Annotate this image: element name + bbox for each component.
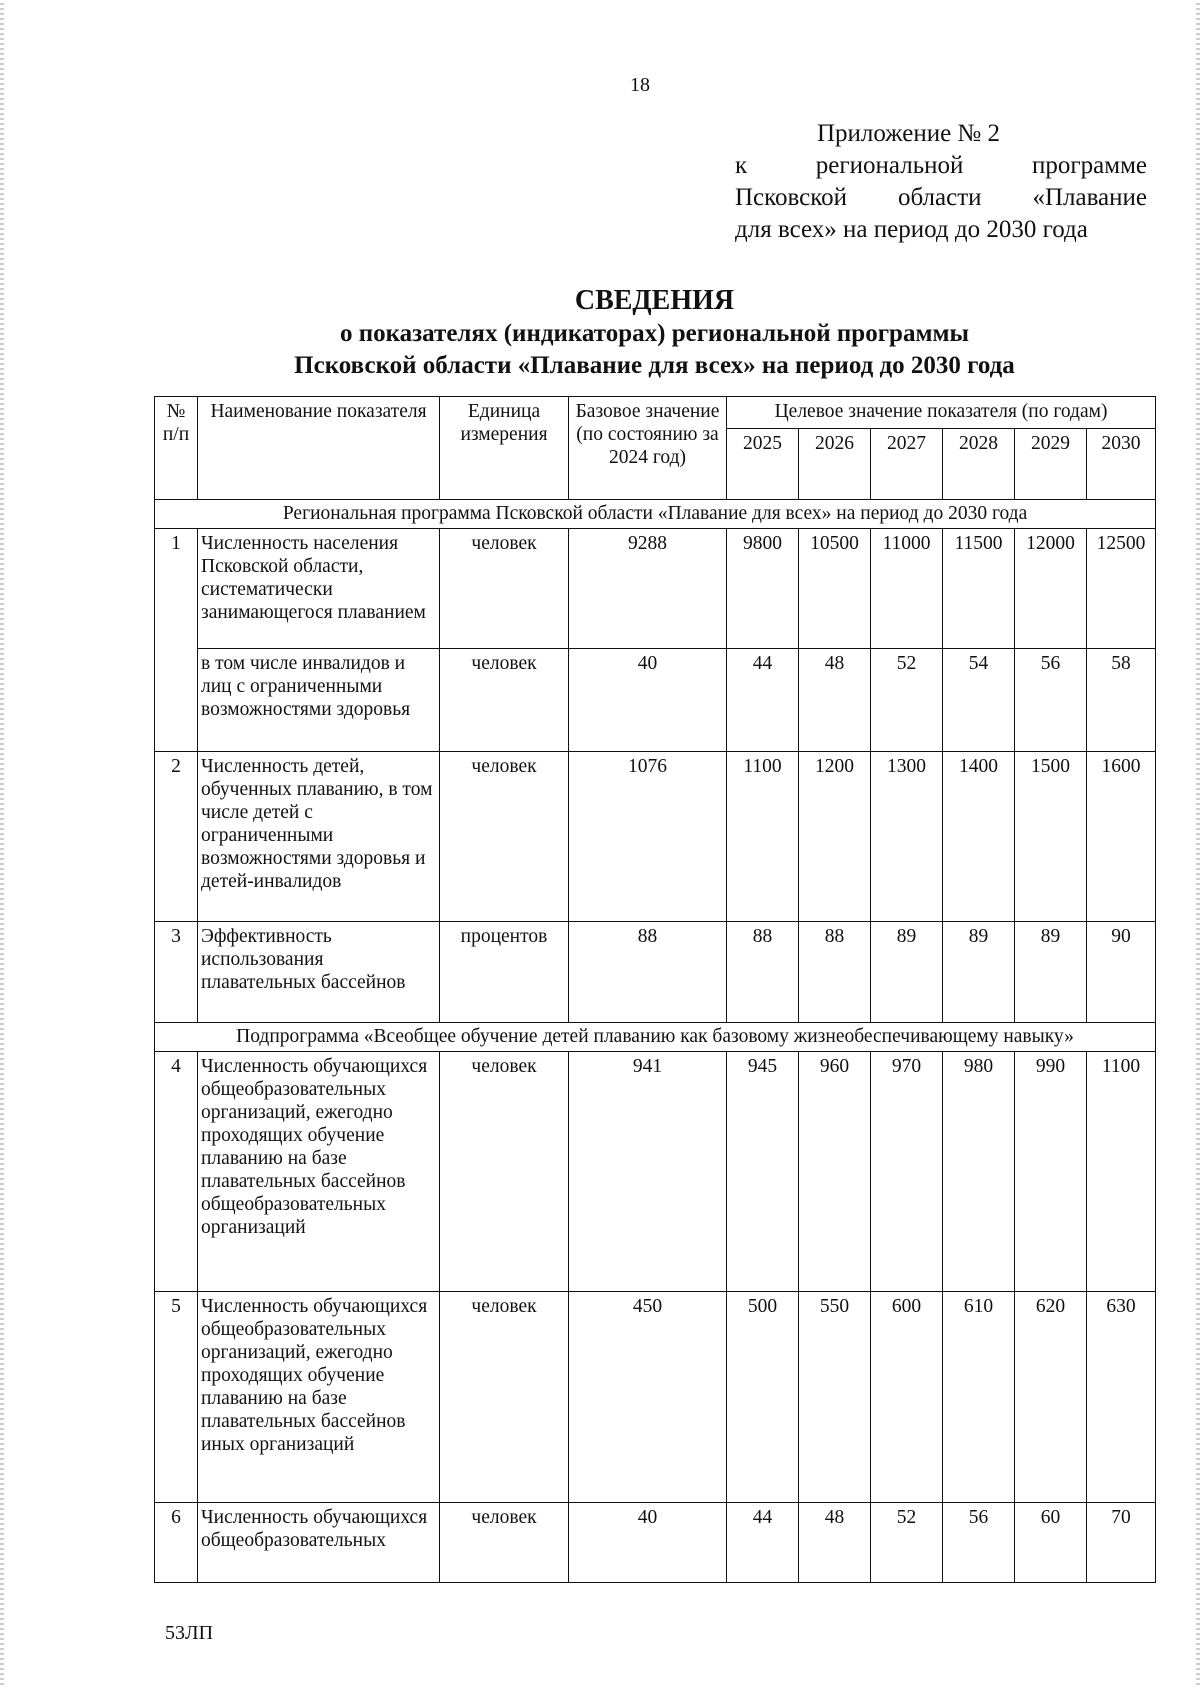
target-value: 990 [1015,1052,1087,1292]
row-number: 4 [155,1052,198,1292]
header-year: 2025 [727,429,799,500]
document-title [154,284,1155,382]
target-value: 44 [727,1503,799,1583]
target-value: 88 [727,922,799,1023]
target-value: 89 [871,922,943,1023]
base-value: 9288 [569,529,727,649]
target-value: 1200 [799,752,871,922]
indicator-name: Численность населения Псковской области, систематически занимающегося плаванием [198,529,440,649]
indicators-table [154,396,1156,1583]
target-value: 12000 [1015,529,1087,649]
target-value: 630 [1087,1292,1156,1503]
indicator-name: в том числе инвалидов и лиц с ограниченными возможностями здоровья [198,649,440,752]
target-value: 945 [727,1052,799,1292]
title-line: о показателях (индикаторах) региональной программы [339,320,970,347]
scan-edge-right [1196,0,1200,1686]
unit: процентов [440,922,569,1023]
header-year: 2026 [799,429,871,500]
page-number: 18 [630,74,650,96]
header-base: Базовое значение (по состоянию за 2024 год) [569,397,727,500]
target-value: 500 [727,1292,799,1503]
header-name: Наименование показателя [198,397,440,500]
target-value: 11000 [871,529,943,649]
header-target: Целевое значение показателя (по годам) [727,397,1156,429]
indicator-name: Численность обучающихся общеобразовательных организаций, ежегодно проходящих обучение плаванию на базе плавательных бассейнов иных организаций [198,1292,440,1503]
base-value: 40 [569,1503,727,1583]
appendix-line: Псковской области «Плавание [735,184,1147,211]
unit: человек [440,1292,569,1503]
header-year: 2029 [1015,429,1087,500]
base-value: 1076 [569,752,727,922]
target-value: 58 [1087,649,1156,752]
target-value: 10500 [799,529,871,649]
row-number: 1 [155,529,198,752]
target-value: 48 [799,649,871,752]
target-value: 52 [871,649,943,752]
target-value: 54 [943,649,1015,752]
base-value: 88 [569,922,727,1023]
target-value: 1300 [871,752,943,922]
target-value: 60 [1015,1503,1087,1583]
header-num: № п/п [155,397,198,500]
header-year: 2030 [1087,429,1156,500]
indicator-name: Численность обучающихся общеобразовательных организаций, ежегодно проходящих обучение плаванию на базе плавательных бассейнов общеобразовательных организаций [198,1052,440,1292]
table-row [155,752,1156,922]
target-value: 52 [871,1503,943,1583]
table-row [155,529,1156,649]
target-value: 70 [1087,1503,1156,1583]
indicator-name: Эффективность использования плавательных бассейнов [198,922,440,1023]
base-value: 450 [569,1292,727,1503]
target-value: 1100 [1087,1052,1156,1292]
row-number: 5 [155,1292,198,1503]
target-value: 89 [1015,922,1087,1023]
appendix-note [735,118,1147,246]
title-line: Псковской области «Плавание для всех» на период до 2030 года [294,352,1015,379]
target-value: 620 [1015,1292,1087,1503]
target-value: 56 [943,1503,1015,1583]
title-heading: СВЕДЕНИЯ [574,285,735,316]
section-title: Региональная программа Псковской области «Плавание для всех» на период до 2030 года [155,500,1156,529]
indicator-name: Численность детей, обученных плаванию, в том числе детей с ограниченными возможностями здоровья и детей-инвалидов [198,752,440,922]
section-row [155,1023,1156,1052]
target-value: 1400 [943,752,1015,922]
unit: человек [440,649,569,752]
table-row [155,1503,1156,1583]
base-value: 941 [569,1052,727,1292]
unit: человек [440,529,569,649]
target-value: 88 [799,922,871,1023]
table-row [155,1052,1156,1292]
header-year: 2028 [943,429,1015,500]
target-value: 48 [799,1503,871,1583]
section-row [155,500,1156,529]
target-value: 44 [727,649,799,752]
unit: человек [440,1052,569,1292]
target-value: 90 [1087,922,1156,1023]
row-number: 6 [155,1503,198,1583]
target-value: 89 [943,922,1015,1023]
target-value: 11500 [943,529,1015,649]
target-value: 960 [799,1052,871,1292]
header-row [155,397,1156,429]
target-value: 1600 [1087,752,1156,922]
table-row [155,649,1156,752]
table-row [155,1292,1156,1503]
indicator-name: Численность обучающихся общеобразовательных [198,1503,440,1583]
header-year: 2027 [871,429,943,500]
target-value: 550 [799,1292,871,1503]
target-value: 980 [943,1052,1015,1292]
target-value: 12500 [1087,529,1156,649]
section-title: Подпрограмма «Всеобщее обучение детей плаванию как базовому жизнеобеспечивающему навыку» [155,1023,1156,1052]
row-number: 2 [155,752,198,922]
target-value: 610 [943,1292,1015,1503]
row-number: 3 [155,922,198,1023]
appendix-line: для всех» на период до 2030 года [735,216,1088,243]
appendix-line: Приложение № 2 [817,120,1001,147]
base-value: 40 [569,649,727,752]
appendix-line: к региональной программе [735,152,1147,179]
target-value: 56 [1015,649,1087,752]
footer-code: 53ЛП [165,1622,214,1644]
target-value: 600 [871,1292,943,1503]
target-value: 1100 [727,752,799,922]
unit: человек [440,1503,569,1583]
target-value: 9800 [727,529,799,649]
target-value: 970 [871,1052,943,1292]
scan-edge-left [0,0,4,1686]
target-value: 1500 [1015,752,1087,922]
table-row [155,922,1156,1023]
unit: человек [440,752,569,922]
header-unit: Единица измерения [440,397,569,500]
